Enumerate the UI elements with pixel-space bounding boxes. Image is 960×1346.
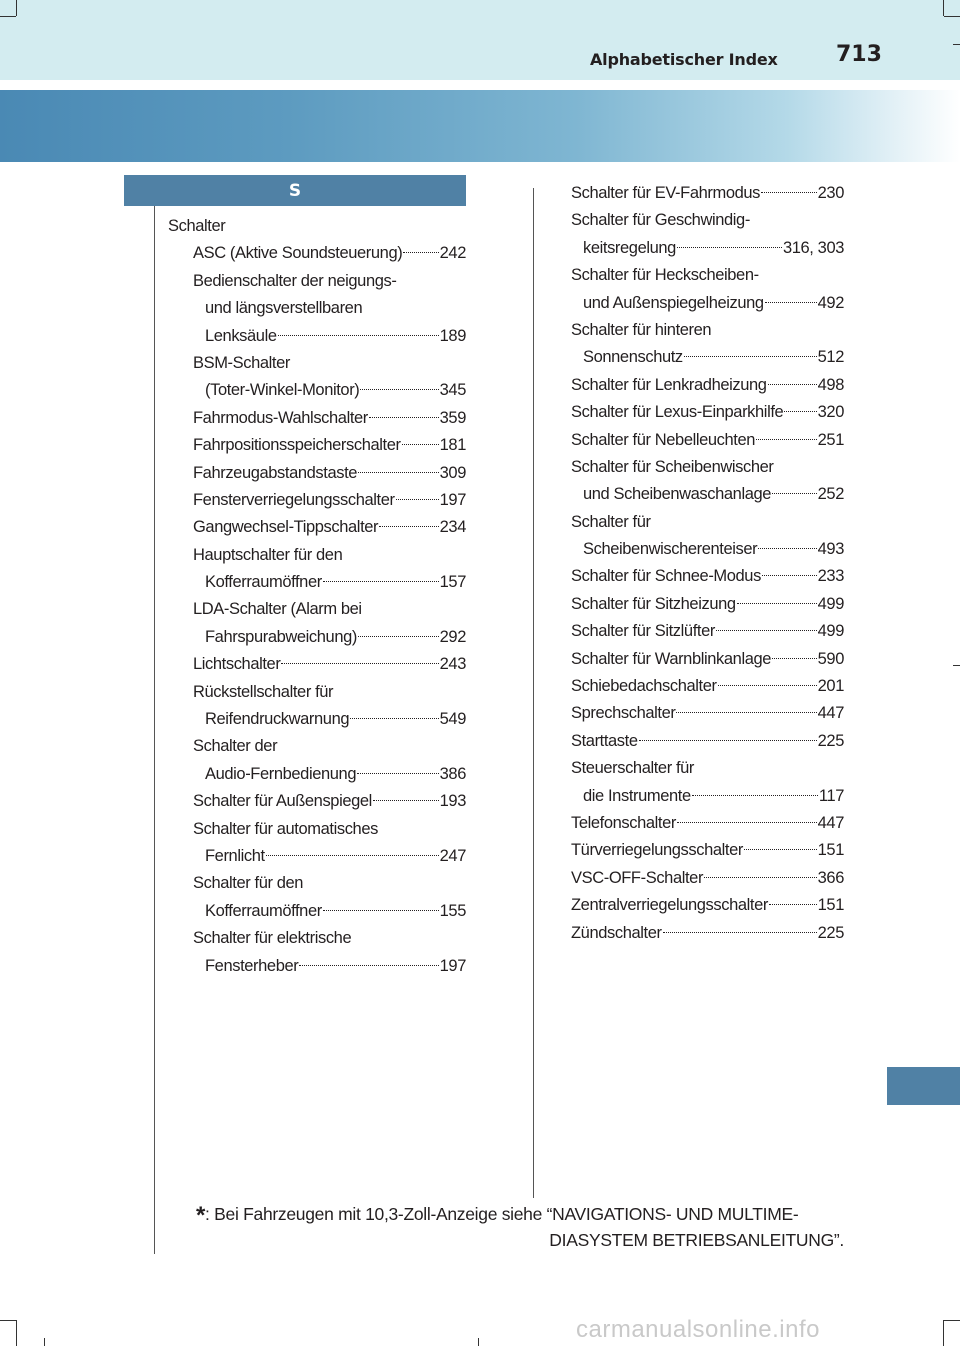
index-entry-text: Audio-Fernbedienung xyxy=(205,764,357,783)
index-entry-content xyxy=(571,180,844,207)
dot-leader xyxy=(299,965,438,966)
index-entry xyxy=(571,728,844,755)
index-entry xyxy=(571,372,844,399)
index-entry-page: 193 xyxy=(439,792,466,811)
index-entry xyxy=(168,788,466,815)
index-entry-page: 242 xyxy=(439,244,466,263)
dot-leader xyxy=(358,636,439,637)
section-letter: S xyxy=(288,180,302,201)
index-entry-page: 386 xyxy=(439,764,466,783)
dot-leader xyxy=(402,444,439,445)
index-entry-text: Schalter für den xyxy=(193,874,304,893)
index-entry-text: Hauptschalter für den xyxy=(193,545,343,564)
index-entry-page: 189 xyxy=(439,326,466,345)
index-entry xyxy=(571,755,844,782)
index-entry xyxy=(168,432,466,459)
index-entry-content xyxy=(583,235,844,262)
dot-leader xyxy=(373,800,439,801)
index-entry-text: Zündschalter xyxy=(571,923,662,942)
index-entry xyxy=(168,542,466,569)
dot-leader xyxy=(765,302,817,303)
index-entry xyxy=(571,783,844,810)
index-entry xyxy=(571,509,844,536)
index-entry-content xyxy=(571,755,844,782)
index-entry-page: 512 xyxy=(817,348,844,367)
index-entry xyxy=(571,920,844,947)
index-entry-page: 447 xyxy=(817,813,844,832)
footnote-marker: * xyxy=(196,1202,206,1229)
index-entry-content xyxy=(571,728,844,755)
index-entry-content xyxy=(571,427,844,454)
index-entry xyxy=(168,268,466,295)
dot-leader xyxy=(663,932,817,933)
index-entry xyxy=(571,700,844,727)
index-entry-content xyxy=(571,262,844,289)
index-entry-text: Gangwechsel-Tippschalter xyxy=(193,518,379,537)
index-entry xyxy=(168,487,466,514)
index-entry-page: 234 xyxy=(439,518,466,537)
index-entry xyxy=(168,295,466,322)
index-entry xyxy=(168,460,466,487)
index-entry-text: Schalter für xyxy=(571,512,651,531)
index-entry xyxy=(168,733,466,760)
crop-mark xyxy=(953,665,960,666)
index-entry xyxy=(168,350,466,377)
dot-leader xyxy=(677,247,782,248)
index-entry-page: 320 xyxy=(817,403,844,422)
index-entry-page: 151 xyxy=(817,841,844,860)
index-entry-content xyxy=(193,596,466,623)
dot-leader xyxy=(769,904,817,905)
index-entry-page: 590 xyxy=(817,649,844,668)
index-entry-page: 225 xyxy=(817,731,844,750)
index-entry-page: 447 xyxy=(817,704,844,723)
index-entry-content xyxy=(571,837,844,864)
dot-leader xyxy=(772,658,817,659)
index-entry-text: Schalter für Nebelleuchten xyxy=(571,430,756,449)
footnote-line-1 xyxy=(196,1202,844,1228)
index-entry xyxy=(571,317,844,344)
index-entry-content xyxy=(571,372,844,399)
index-entry xyxy=(168,569,466,596)
index-entry-text: (Toter-Winkel-Monitor) xyxy=(205,381,360,400)
index-entry xyxy=(571,481,844,508)
crop-mark xyxy=(944,1320,960,1321)
index-entry-page: 225 xyxy=(817,923,844,942)
index-entry-text: ASC (Aktive Soundsteuerung) xyxy=(193,244,403,263)
index-entry-text: Schalter für Schnee-Modus xyxy=(571,567,761,586)
index-entry xyxy=(571,563,844,590)
index-entry-page: 233 xyxy=(817,567,844,586)
index-entry-text: Sprechschalter xyxy=(571,704,676,723)
index-entry-page: 498 xyxy=(817,375,844,394)
index-entry-text: Schalter für Geschwindig- xyxy=(571,211,750,230)
index-entry-page: 252 xyxy=(817,485,844,504)
index-entry xyxy=(571,536,844,563)
index-entry xyxy=(571,454,844,481)
dot-leader xyxy=(768,384,817,385)
index-entry-content xyxy=(205,569,466,596)
index-entry-content xyxy=(571,454,844,481)
index-entry-text: Fahrzeugabstandstaste xyxy=(193,463,358,482)
index-entry xyxy=(168,377,466,404)
crop-mark xyxy=(478,1338,479,1346)
index-entry-content xyxy=(571,399,844,426)
index-entry-content xyxy=(193,788,466,815)
index-entry-content xyxy=(571,810,844,837)
dot-leader xyxy=(716,630,817,631)
index-entry-text: Schalter für Sitzheizung xyxy=(571,594,736,613)
dot-leader xyxy=(718,685,817,686)
index-entry-text: Schalter für Außenspiegel xyxy=(193,792,372,811)
index-entry-content xyxy=(583,783,844,810)
index-entry-page: 157 xyxy=(439,573,466,592)
watermark: carmanualsonline.info xyxy=(576,1316,820,1343)
dot-leader xyxy=(350,718,439,719)
index-entry-text: Schalter für automatisches xyxy=(193,819,378,838)
index-entry xyxy=(168,761,466,788)
index-entry-content xyxy=(193,514,466,541)
index-entry-text: Rückstellschalter für xyxy=(193,682,334,701)
index-entry-page: 181 xyxy=(439,436,466,455)
index-entry xyxy=(168,898,466,925)
dot-leader xyxy=(323,581,439,582)
index-entry-content xyxy=(583,536,844,563)
index-entry xyxy=(571,618,844,645)
index-entry-text: Sonnenschutz xyxy=(583,348,683,367)
index-entry-content xyxy=(571,892,844,919)
index-entry xyxy=(168,870,466,897)
index-entry xyxy=(168,405,466,432)
index-entry-content xyxy=(205,706,466,733)
dot-leader xyxy=(704,877,817,878)
index-entry-text: keitsregelung xyxy=(583,238,676,257)
index-entry-text: Fahrpositionsspeicherschalter xyxy=(193,436,401,455)
index-entry-text: Lenksäule xyxy=(205,326,277,345)
index-entry xyxy=(168,706,466,733)
index-entry-content xyxy=(193,350,466,377)
index-entry-page: 197 xyxy=(439,490,466,509)
index-entry-content xyxy=(193,240,466,267)
index-entry xyxy=(571,207,844,234)
index-entry-content xyxy=(205,624,466,651)
column-divider xyxy=(533,188,534,1198)
left-column-border xyxy=(154,206,155,1254)
dot-leader xyxy=(744,849,817,850)
footnote xyxy=(196,1202,844,1252)
index-entry-content xyxy=(571,700,844,727)
index-entry xyxy=(168,323,466,350)
index-entry-text: Schalter für EV-Fahrmodus xyxy=(571,184,760,202)
dot-leader xyxy=(281,663,438,664)
index-entry-text: Schalter für Lexus-Einparkhilfe xyxy=(571,403,784,422)
index-entry-text: Kofferraumöffner xyxy=(205,901,322,920)
dot-leader xyxy=(684,356,817,357)
index-entry xyxy=(168,514,466,541)
index-entry xyxy=(571,865,844,892)
index-entry-content xyxy=(571,563,844,590)
index-entry-content xyxy=(193,651,466,678)
index-entry-page: 251 xyxy=(817,430,844,449)
index-entry-text: Fernlicht xyxy=(205,846,265,865)
dot-leader xyxy=(677,822,817,823)
index-entry-content xyxy=(193,405,466,432)
index-entry xyxy=(168,953,466,980)
index-entry xyxy=(571,591,844,618)
index-entry-text: Reifendruckwarnung xyxy=(205,710,350,729)
index-entry xyxy=(571,290,844,317)
index-entry-text: Türverriegelungsschalter xyxy=(571,841,743,860)
index-entry-text: Steuerschalter für xyxy=(571,759,695,778)
footnote-line-2: DIASYSTEM BETRIEBSANLEITUNG”. xyxy=(549,1230,844,1250)
index-entry-page: 155 xyxy=(439,901,466,920)
index-entry-page: 151 xyxy=(817,896,844,915)
index-entry-page: 247 xyxy=(439,846,466,865)
index-entry-text: Zentralverriegelungsschalter xyxy=(571,896,768,915)
dot-leader xyxy=(396,499,439,500)
index-entry-content xyxy=(193,925,466,952)
index-entry-content xyxy=(205,843,466,870)
dot-leader xyxy=(761,192,817,193)
dot-leader xyxy=(692,795,818,796)
index-entry-text: Lichtschalter xyxy=(193,655,281,674)
section-letter-bar xyxy=(124,175,466,206)
crop-mark xyxy=(16,0,17,16)
index-entry xyxy=(571,399,844,426)
index-entry-text: und Außenspiegelheizung xyxy=(583,293,764,312)
dot-leader xyxy=(358,472,439,473)
index-entry-content xyxy=(193,733,466,760)
index-entry xyxy=(168,213,466,240)
index-entry-content xyxy=(193,487,466,514)
index-entry xyxy=(168,925,466,952)
crop-mark xyxy=(44,1338,45,1346)
dot-leader xyxy=(772,493,817,494)
index-entry-text: Schalter für Scheibenwischer xyxy=(571,457,774,476)
index-entry xyxy=(571,180,844,207)
crop-mark xyxy=(0,1320,16,1321)
dot-leader xyxy=(756,439,817,440)
index-entry xyxy=(168,816,466,843)
dot-leader xyxy=(360,389,438,390)
index-column-left xyxy=(168,213,466,980)
dot-leader xyxy=(403,252,438,253)
index-entry xyxy=(168,679,466,706)
index-entry-text: und Scheibenwaschanlage xyxy=(583,485,772,504)
index-entry-page: 345 xyxy=(439,381,466,400)
index-entry-content xyxy=(205,295,466,322)
dot-leader xyxy=(784,411,816,412)
index-entry-content xyxy=(193,460,466,487)
index-entry-content xyxy=(205,761,466,788)
index-entry-page: 117 xyxy=(818,786,844,805)
index-entry-text: LDA-Schalter (Alarm bei xyxy=(193,600,362,619)
header-band xyxy=(0,90,960,162)
dot-leader xyxy=(639,740,817,741)
index-entry xyxy=(571,837,844,864)
index-entry-text: Schalter für elektrische xyxy=(193,929,352,948)
dot-leader xyxy=(357,773,439,774)
index-entry-content xyxy=(193,816,466,843)
index-entry-content xyxy=(205,898,466,925)
index-entry-content xyxy=(571,673,844,700)
dot-leader xyxy=(323,910,439,911)
index-entry-content xyxy=(205,953,466,980)
index-entry-content xyxy=(205,323,466,350)
index-entry-content xyxy=(571,618,844,645)
index-entry-content xyxy=(571,317,844,344)
index-entry-text: Schalter für Warnblinkanlage xyxy=(571,649,772,668)
index-entry-text: Fahrspurabweichung) xyxy=(205,627,357,646)
index-entry-text: Schiebedachschalter xyxy=(571,677,717,696)
index-entry-page: 493 xyxy=(817,540,844,559)
index-column-right xyxy=(571,180,844,947)
index-entry xyxy=(571,344,844,371)
index-entry-content xyxy=(193,432,466,459)
index-entry-page: 499 xyxy=(817,594,844,613)
dot-leader xyxy=(758,548,816,549)
index-entry xyxy=(571,892,844,919)
crop-mark xyxy=(943,1320,944,1346)
crop-mark xyxy=(944,16,960,17)
index-entry-text: Fensterverriegelungsschalter xyxy=(193,490,395,509)
index-entry-content xyxy=(193,679,466,706)
index-entry-text: Fahrmodus-Wahlschalter xyxy=(193,408,368,427)
index-entry-content xyxy=(571,591,844,618)
index-entry xyxy=(168,596,466,623)
dot-leader xyxy=(379,526,439,527)
crop-mark xyxy=(0,16,16,17)
dot-leader xyxy=(369,417,439,418)
index-entry-page: 316, 303 xyxy=(782,238,844,257)
index-entry-text: die Instrumente xyxy=(583,786,691,805)
crop-mark xyxy=(953,44,960,45)
page-heading: Alphabetischer Index xyxy=(590,50,778,69)
index-entry-text: Schalter für Sitzlüfter xyxy=(571,622,715,641)
crop-mark xyxy=(943,0,944,16)
crop-mark xyxy=(16,1320,17,1346)
index-entry xyxy=(571,673,844,700)
dot-leader xyxy=(676,712,816,713)
index-entry-text: Scheibenwischerenteiser xyxy=(583,540,758,559)
index-entry-page: 499 xyxy=(817,622,844,641)
index-entry-text: Schalter für Heckscheiben- xyxy=(571,266,759,285)
index-entry xyxy=(571,262,844,289)
index-entry xyxy=(168,651,466,678)
index-entry-content xyxy=(583,481,844,508)
index-entry-content xyxy=(193,870,466,897)
dot-leader xyxy=(762,575,817,576)
index-entry-content xyxy=(583,290,844,317)
thumb-index-tab xyxy=(887,1067,960,1105)
index-entry xyxy=(571,427,844,454)
index-entry-text: Schalter der xyxy=(193,737,278,756)
index-entry-text: und längsverstellbaren xyxy=(205,299,363,318)
index-entry-content xyxy=(193,268,466,295)
dot-leader xyxy=(278,335,439,336)
index-entry-text: Schalter für hinteren xyxy=(571,320,712,339)
index-entry-page: 201 xyxy=(817,677,844,696)
index-entry-text: Schalter xyxy=(168,217,226,235)
index-entry-content xyxy=(193,542,466,569)
index-entry-content xyxy=(571,920,844,947)
index-entry-content xyxy=(205,377,466,404)
index-entry xyxy=(168,240,466,267)
dot-leader xyxy=(266,855,439,856)
index-entry-page: 292 xyxy=(439,627,466,646)
index-entry-text: Schalter für Lenkradheizung xyxy=(571,375,767,394)
index-entry-text: Bedienschalter der neigungs- xyxy=(193,271,397,290)
page-number: 713 xyxy=(836,42,882,67)
index-entry-content xyxy=(571,865,844,892)
index-entry-text: Fensterheber xyxy=(205,956,299,975)
index-entry-page: 243 xyxy=(439,655,466,674)
index-entry xyxy=(571,646,844,673)
index-entry xyxy=(571,810,844,837)
index-entry-page: 309 xyxy=(439,463,466,482)
index-entry-page: 366 xyxy=(817,868,844,887)
index-entry-page: 230 xyxy=(817,184,844,202)
index-entry-page: 197 xyxy=(439,956,466,975)
index-entry-content xyxy=(583,344,844,371)
dot-leader xyxy=(737,603,817,604)
index-entry-text: Kofferraumöffner xyxy=(205,573,322,592)
index-entry-page: 359 xyxy=(439,408,466,427)
index-entry-text: Starttaste xyxy=(571,731,638,750)
index-entry-content xyxy=(571,509,844,536)
index-entry-content xyxy=(168,213,466,240)
index-entry xyxy=(168,843,466,870)
index-entry-page: 492 xyxy=(817,293,844,312)
index-entry xyxy=(571,235,844,262)
index-entry-text: BSM-Schalter xyxy=(193,353,290,372)
footnote-text-1: : Bei Fahrzeugen mit 10,3-Zoll-Anzeige siehe “NAVIGATIONS- UND MULTIME- xyxy=(205,1204,799,1224)
top-strip xyxy=(0,0,960,80)
index-entry-text: VSC-OFF-Schalter xyxy=(571,868,704,887)
index-entry-page: 549 xyxy=(439,710,466,729)
index-entry-text: Telefonschalter xyxy=(571,813,676,832)
index-entry-content xyxy=(571,207,844,234)
index-entry-content xyxy=(571,646,844,673)
index-entry xyxy=(168,624,466,651)
